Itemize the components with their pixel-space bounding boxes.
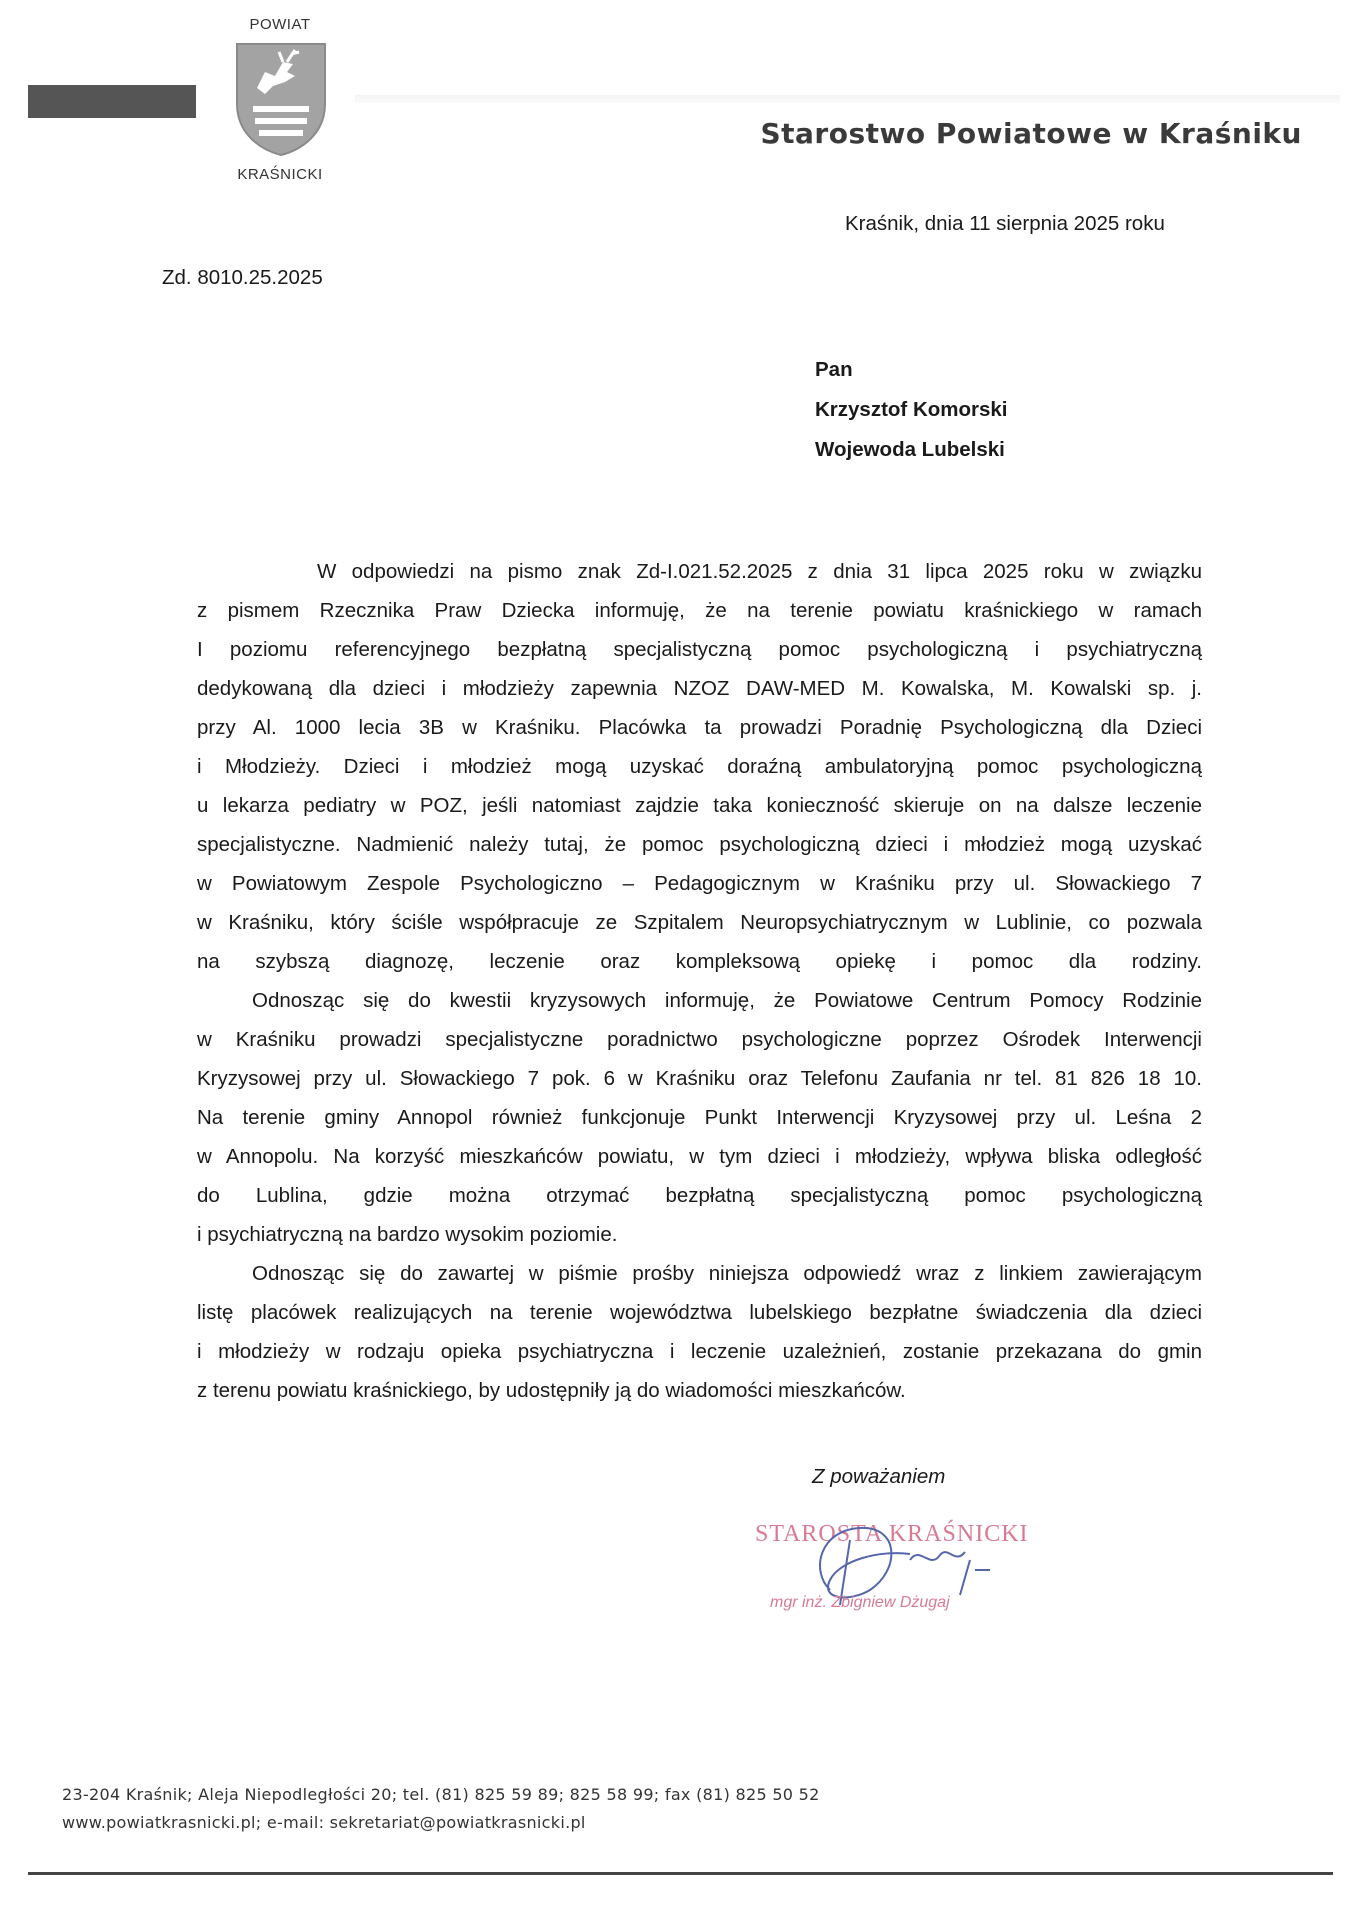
footer-divider	[28, 1872, 1333, 1875]
body-line: do Lublina, gdzie można otrzymać bezpłatną specjalistyczną pomoc psychologiczną	[197, 1184, 1202, 1207]
letter-body	[197, 552, 1202, 1410]
body-line: listę placówek realizujących na terenie województwa lubelskiego bezpłatne świadczenia dla dzieci	[197, 1301, 1202, 1324]
logo-caption-top: POWIAT	[249, 16, 311, 33]
body-line: z terenu powiatu kraśnickiego, by udostępniły ją do wiadomości mieszkańców.	[197, 1379, 906, 1402]
body-line: dedykowaną dla dzieci i młodzieży zapewnia NZOZ DAW-MED M. Kowalska, M. Kowalski sp. j.	[197, 677, 1202, 700]
body-line: w Kraśniku prowadzi specjalistyczne poradnictwo psychologiczne poprzez Ośrodek Interwencji	[197, 1028, 1202, 1051]
logo-caption-bottom: KRAŚNICKI	[237, 166, 323, 183]
reference-number: Zd. 8010.25.2025	[162, 266, 323, 289]
body-line: w Powiatowym Zespole Psychologiczno – Pedagogicznym w Kraśniku przy ul. Słowackiego 7	[197, 872, 1202, 895]
body-line: w Annopolu. Na korzyść mieszkańców powiatu, w tym dzieci i młodzieży, wpływa bliska odległość	[197, 1145, 1202, 1168]
body-line: i młodzieży w rodzaju opieka psychiatryczna i leczenie uzależnień, zostanie przekazana do gmin	[197, 1340, 1202, 1363]
body-line: przy Al. 1000 lecia 3B w Kraśniku. Placówka ta prowadzi Poradnię Psychologiczną dla Dzieci	[197, 716, 1202, 739]
stamp-office: STAROSTA KRAŚNICKI	[755, 1521, 1029, 1547]
paragraph-1	[197, 552, 1202, 981]
body-line: z pismem Rzecznika Praw Dziecka informuję, że na terenie powiatu kraśnickiego w ramach	[197, 599, 1202, 622]
stamp-signatory: mgr inż. Zbigniew Dżugaj	[770, 1594, 950, 1611]
body-line: i Młodzieży. Dzieci i młodzież mogą uzyskać doraźną ambulatoryjną pomoc psychologiczną	[197, 755, 1202, 778]
footer-contact: www.powiatkrasnicki.pl; e-mail: sekretariat@powiatkrasnicki.pl	[62, 1813, 586, 1832]
body-line: Odnosząc się do kwestii kryzysowych informuję, że Powiatowe Centrum Pomocy Rodzinie	[252, 989, 1202, 1012]
recipient-name: Krzysztof Komorski	[815, 398, 1008, 421]
coat-of-arms-logo	[235, 42, 327, 157]
body-line: u lekarza pediatry w POZ, jeśli natomiast zajdzie taka konieczność skieruje on na dalsze leczenie	[197, 794, 1202, 817]
footer-address: 23-204 Kraśnik; Aleja Niepodległości 20; tel. (81) 825 59 89; 825 58 99; fax (81) 825 50 52	[62, 1785, 820, 1804]
body-line: i psychiatryczną na bardzo wysokim poziomie.	[197, 1223, 618, 1246]
paragraph-2	[197, 981, 1202, 1254]
body-line: W odpowiedzi na pismo znak Zd-I.021.52.2025 z dnia 31 lipca 2025 roku w związku	[317, 560, 1202, 583]
office-name: Starostwo Powiatowe w Kraśniku	[760, 117, 1302, 150]
body-line: w Kraśniku, który ściśle współpracuje ze Szpitalem Neuropsychiatrycznym w Lublinie, co pozwala	[197, 911, 1202, 934]
header-divider	[355, 95, 1340, 103]
paragraph-3	[197, 1254, 1202, 1410]
body-line: Na terenie gminy Annopol również funkcjonuje Punkt Interwencji Kryzysowej przy ul. Leśna 2	[197, 1106, 1202, 1129]
recipient-salutation: Pan	[815, 358, 853, 381]
recipient-title: Wojewoda Lubelski	[815, 438, 1005, 461]
body-line: Kryzysowej przy ul. Słowackiego 7 pok. 6 w Kraśniku oraz Telefonu Zaufania nr tel. 81 826 18 10.	[197, 1067, 1202, 1090]
redaction-bar	[28, 85, 196, 118]
body-line: na szybszą diagnozę, leczenie oraz kompleksową opiekę i pomoc dla rodziny.	[197, 950, 1202, 973]
closing-salutation: Z poważaniem	[812, 1465, 946, 1488]
body-line: specjalistyczne. Nadmienić należy tutaj, że pomoc psychologiczną dzieci i młodzież mogą uzyskać	[197, 833, 1202, 856]
body-line: Odnosząc się do zawartej w piśmie prośby niniejsza odpowiedź wraz z linkiem zawierającym	[252, 1262, 1202, 1285]
body-line: I poziomu referencyjnego bezpłatną specjalistyczną pomoc psychologiczną i psychiatryczną	[197, 638, 1202, 661]
place-date: Kraśnik, dnia 11 sierpnia 2025 roku	[845, 212, 1165, 235]
